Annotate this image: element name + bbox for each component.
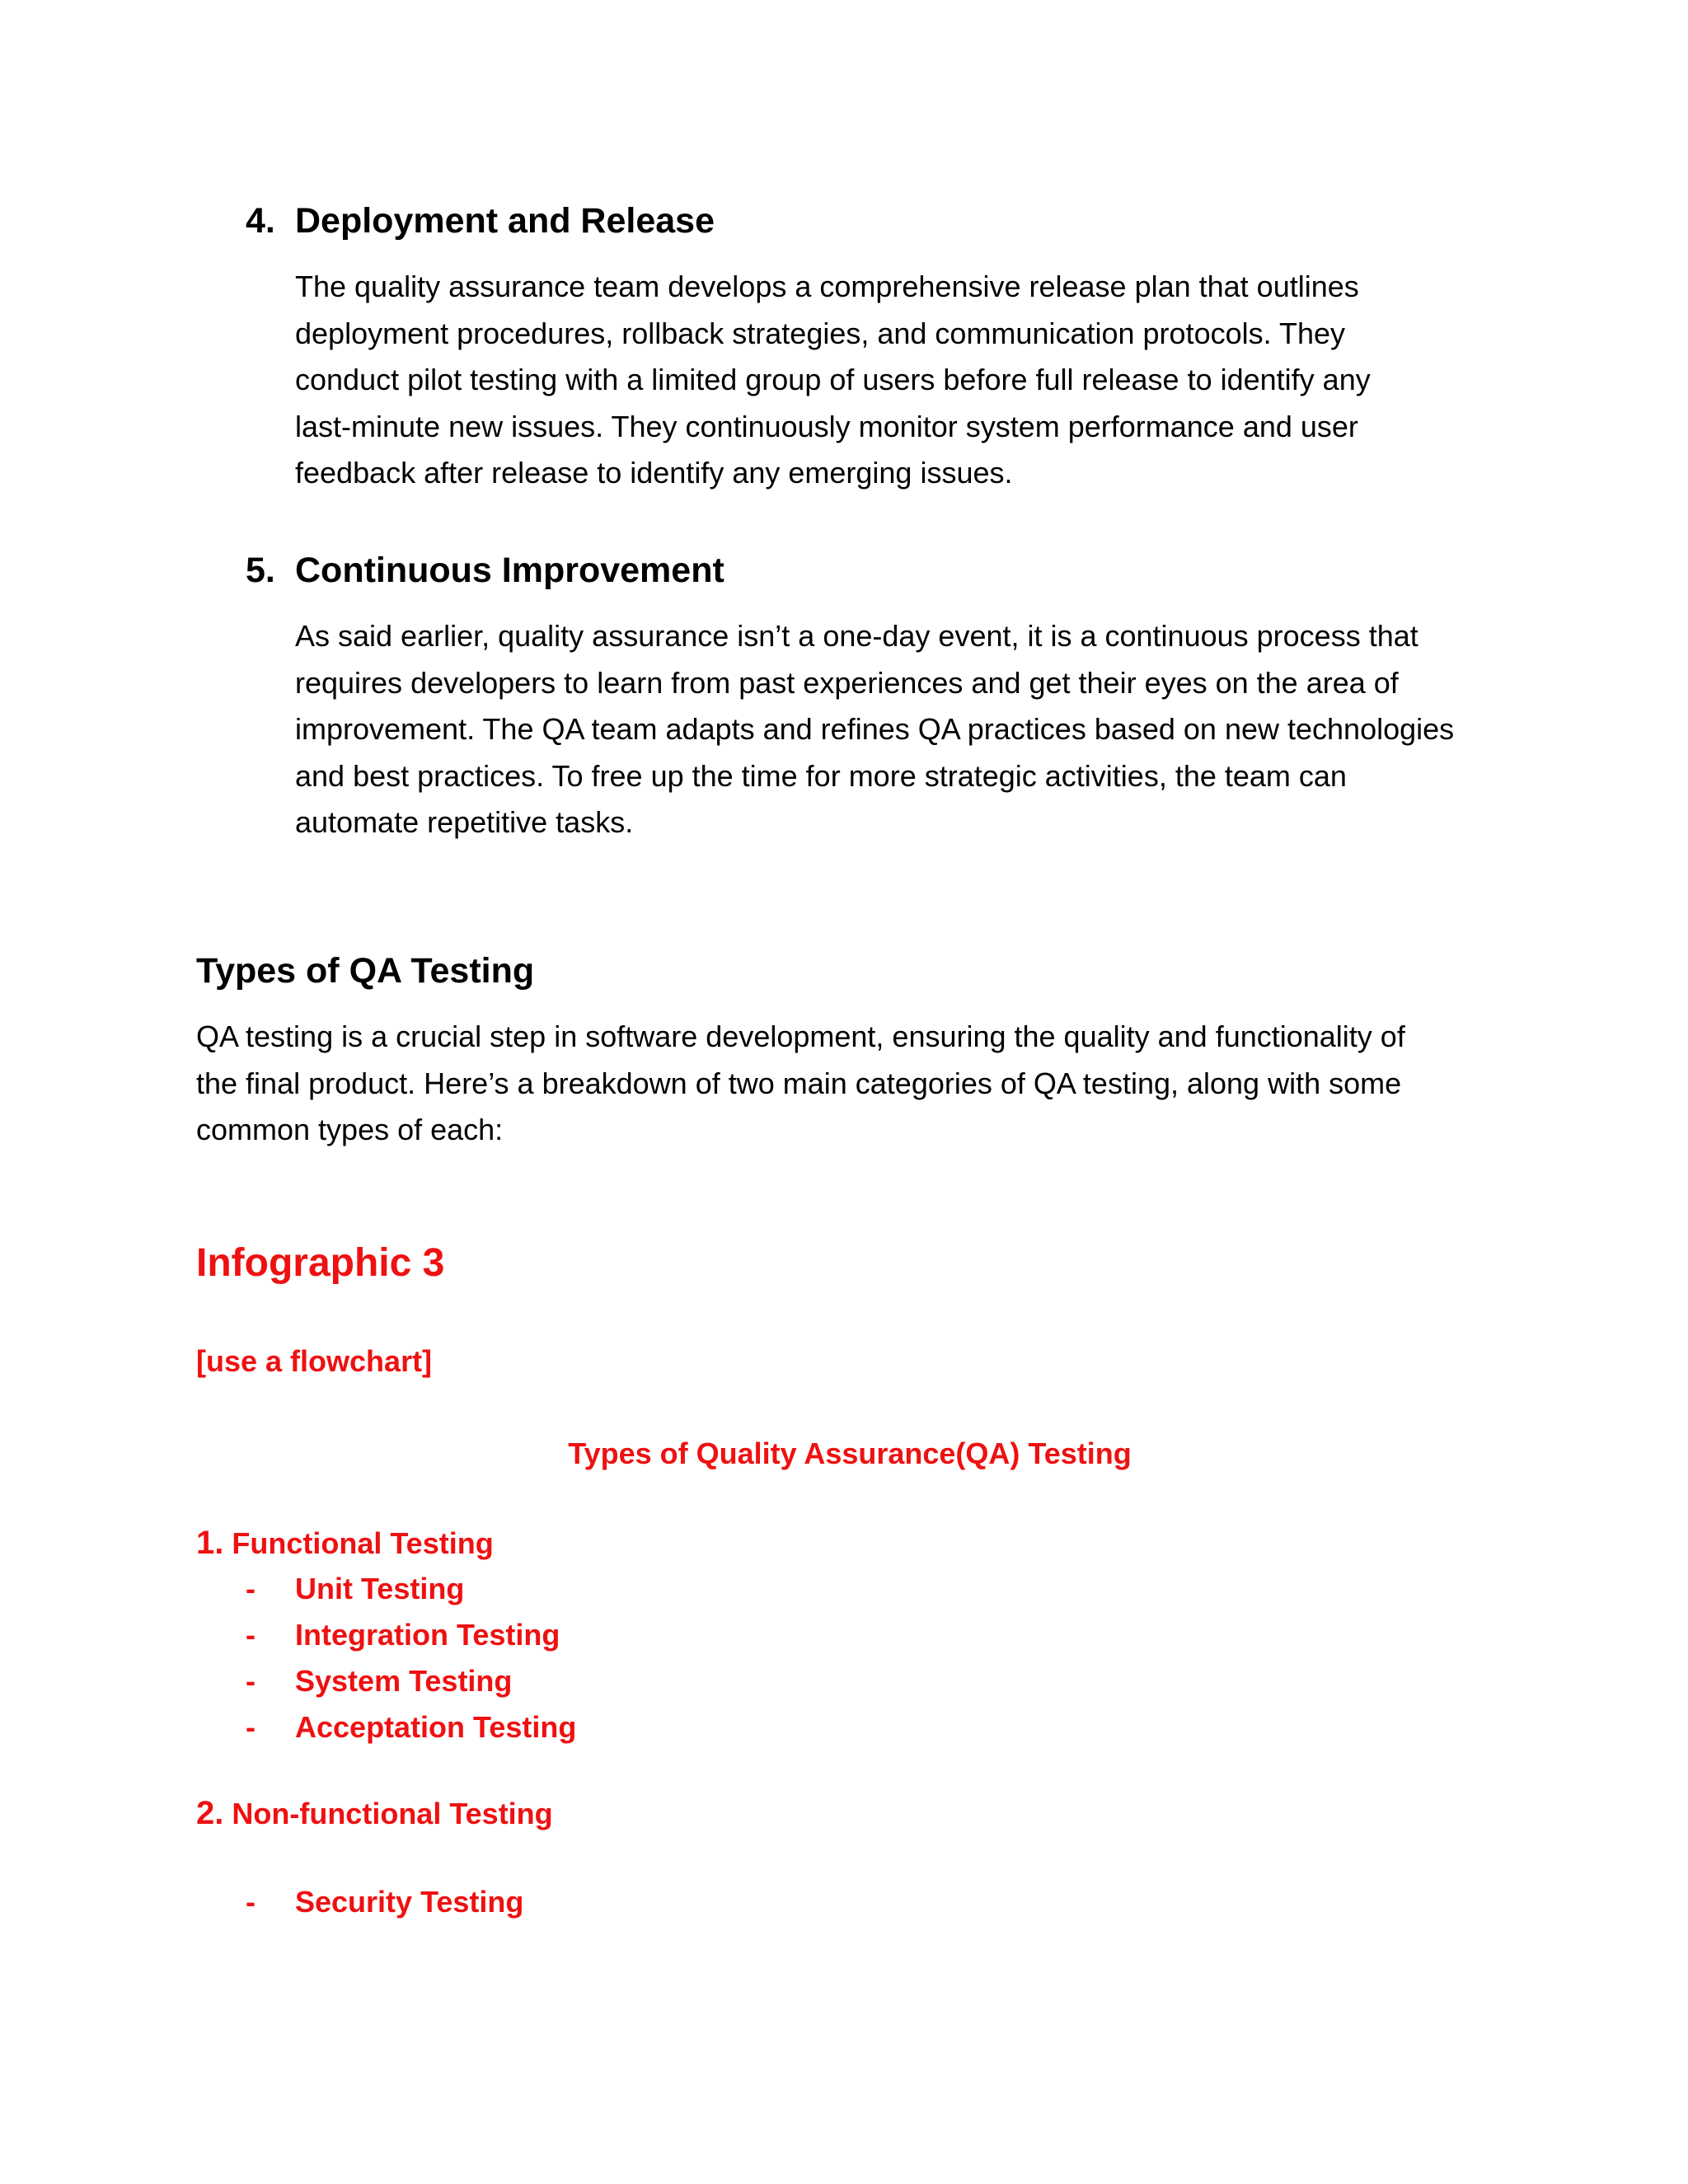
list-item-label: System Testing [295, 1664, 513, 1698]
step-5-heading [246, 549, 987, 592]
paragraph-line: requires developers to learn from past experiences and get their eyes on the area of [295, 665, 1399, 700]
step-4-number: 4. [246, 201, 275, 241]
types-section-title: Types of QA Testing [196, 951, 535, 991]
step-4-heading [246, 199, 987, 242]
step-5-paragraph [295, 613, 1454, 846]
list-item-label: Unit Testing [295, 1572, 465, 1605]
infographic-note: [use a flowchart] [196, 1344, 433, 1378]
paragraph-line: the final product. Here’s a breakdown of two main categories of QA testing, along with some [196, 1066, 1402, 1100]
category-2-number: 2. [196, 1795, 224, 1831]
paragraph-line: common types of each: [196, 1113, 504, 1146]
infographic-title: Infographic 3 [196, 1241, 445, 1285]
step-4-paragraph [295, 264, 1371, 497]
paragraph-line: last-minute new issues. They continuously monitor system performance and user [295, 409, 1358, 443]
paragraph-line: The quality assurance team develops a comprehensive release plan that outlines [295, 269, 1359, 303]
list-item-label: Security Testing [295, 1885, 524, 1919]
infographic-chart-title: Types of Quality Assurance(QA) Testing [568, 1436, 1132, 1470]
dash-bullet: - [246, 1572, 256, 1605]
paragraph-line: improvement. The QA team adapts and refines QA practices based on new technologies [295, 712, 1455, 746]
paragraph-line: As said earlier, quality assurance isn’t a one-day event, it is a continuous process that [295, 619, 1418, 653]
category-1-heading [196, 1525, 494, 1562]
category-2-label: Non-functional Testing [232, 1797, 553, 1830]
step-5-number: 5. [246, 551, 275, 590]
paragraph-line: automate repetitive tasks. [295, 805, 634, 839]
dash-bullet: - [246, 1885, 256, 1919]
dash-bullet: - [246, 1710, 256, 1744]
dash-bullet: - [246, 1664, 256, 1698]
category-2-heading [196, 1795, 553, 1832]
dash-bullet: - [246, 1618, 256, 1652]
list-item-label: Integration Testing [295, 1618, 560, 1652]
paragraph-line: and best practices. To free up the time for more strategic activities, the team can [295, 758, 1347, 793]
list-item-label: Acceptation Testing [295, 1710, 577, 1744]
step-5-title: Continuous Improvement [295, 551, 724, 590]
paragraph-line: deployment procedures, rollback strategies, and communication protocols. They [295, 316, 1345, 350]
paragraph-line: QA testing is a crucial step in software development, ensuring the quality and functionality of [196, 1019, 1405, 1053]
step-4-title: Deployment and Release [295, 201, 715, 241]
paragraph-line: conduct pilot testing with a limited group of users before full release to identify any [295, 363, 1371, 396]
category-1-label: Functional Testing [232, 1526, 494, 1560]
paragraph-line: feedback after release to identify any emerging issues. [295, 456, 1013, 490]
types-section-paragraph [196, 1014, 1405, 1154]
category-1-number: 1. [196, 1525, 224, 1561]
